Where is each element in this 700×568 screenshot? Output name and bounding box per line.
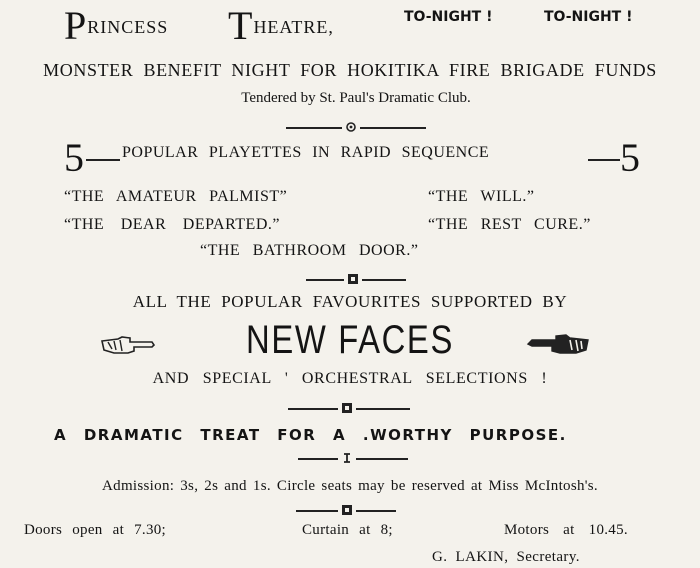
playette-title: “THE REST CURE.” <box>428 216 591 233</box>
divider-rule <box>306 279 344 281</box>
drop-cap-t: T <box>228 3 254 48</box>
divider-rule <box>362 279 406 281</box>
motors-time: Motors at 10.45. <box>504 522 628 538</box>
square-ornament-icon <box>346 272 360 286</box>
admission-line: Admission: 3s, 2s and 1s. Circle seats may be reserved at Miss McIntosh's. <box>102 478 598 494</box>
heading-rule-left <box>86 159 120 161</box>
playette-title: “THE WILL.” <box>428 188 535 205</box>
playettes-heading: POPULAR PLAYETTES IN RAPID SEQUENCE <box>122 144 490 161</box>
theatre-name-princess <box>64 3 169 48</box>
divider-rule <box>356 408 410 410</box>
ornament-divider-1 <box>0 120 700 134</box>
flower-ornament-icon <box>344 120 358 134</box>
ornament-divider-4 <box>0 451 700 465</box>
favourites-line: ALL THE POPULAR FAVOURITES SUPPORTED BY <box>132 292 568 311</box>
treat-line: A DRAMATIC TREAT FOR A .WORTHY PURPOSE. <box>54 426 567 444</box>
divider-rule <box>356 510 396 512</box>
doors-time: Doors open at 7.30; <box>24 522 167 538</box>
benefit-line: MONSTER BENEFIT NIGHT FOR HOKITIKA FIRE BRIGADE FUNDS <box>43 60 657 80</box>
divider-rule <box>298 458 338 460</box>
divider-rule <box>296 510 338 512</box>
orchestral-line: AND SPECIAL ' ORCHESTRAL SELECTIONS ! <box>152 370 548 387</box>
theatre-name-theatre <box>228 3 334 48</box>
ornament-divider-3 <box>0 401 700 415</box>
curtain-time: Curtain at 8; <box>302 522 393 538</box>
drop-cap-p: P <box>64 3 88 48</box>
ornament-divider-5 <box>0 503 700 517</box>
scroll-ornament-icon <box>340 451 354 465</box>
signature: G. LAKIN, Secretary. <box>432 549 580 565</box>
count-left: 5 <box>64 135 84 180</box>
playette-title: “THE AMATEUR PALMIST” <box>64 188 288 205</box>
playette-title: “THE BATHROOM DOOR.” <box>200 242 419 259</box>
theatre-name-princess-rest: RINCESS <box>87 17 169 37</box>
ornament-divider-2 <box>0 272 700 286</box>
divider-rule <box>360 127 426 129</box>
tonight-label-2: TO-NIGHT ! <box>544 9 633 25</box>
tonight-label-1: TO-NIGHT ! <box>404 9 493 25</box>
square-ornament-icon <box>340 503 354 517</box>
divider-rule <box>356 458 408 460</box>
pointing-hand-left-icon <box>526 332 590 356</box>
heading-rule-right <box>588 159 620 161</box>
divider-rule <box>288 408 338 410</box>
count-right: 5 <box>620 135 640 180</box>
square-ornament-icon <box>340 401 354 415</box>
playette-title: “THE DEAR DEPARTED.” <box>64 216 280 233</box>
new-faces-headline: NEW FACES <box>246 318 454 362</box>
theatre-name-theatre-rest: HEATRE, <box>253 17 334 37</box>
tendered-line: Tendered by St. Paul's Dramatic Club. <box>241 90 471 106</box>
divider-rule <box>286 127 342 129</box>
